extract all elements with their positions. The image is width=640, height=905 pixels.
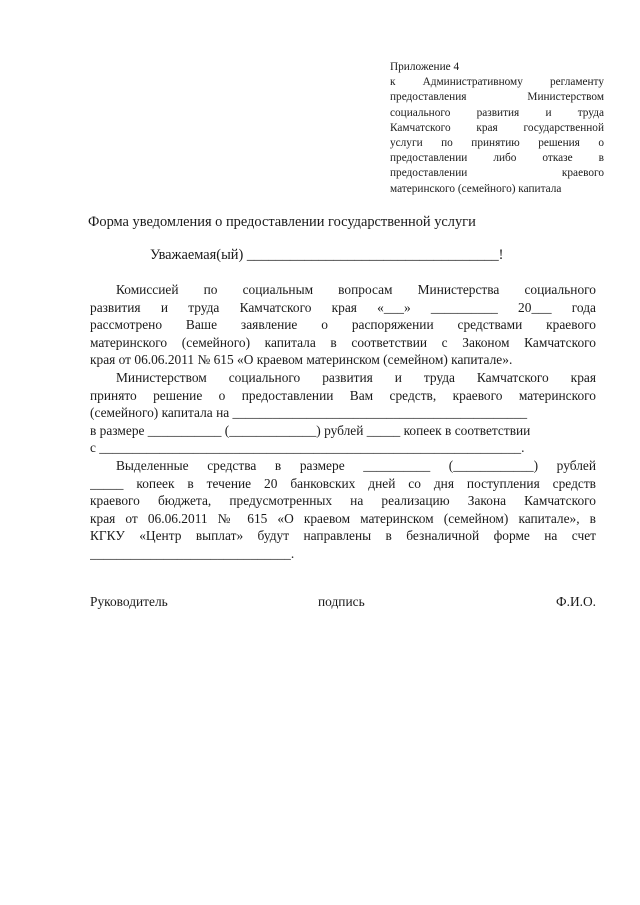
body-line: края от 06.06.2011 № 615 «О краевом материнском (семейном) капитале», в [90,510,596,526]
body-line: края от 06.06.2011 № 615 «О краевом материнском (семейном) капитале». [90,352,513,368]
body-line: краевого бюджета, предусмотренных на реализацию Закона Камчатского [90,493,596,509]
body-line: с _______________________________________________________________. [90,440,525,456]
body-line: (семейного) капитала на ____________________________________________ [90,405,528,421]
appendix-line: к Административному регламенту [390,76,604,89]
body-line: Выделенные средства в размере __________ (____________) рублей [116,457,596,473]
body-line: принято решение о предоставлении Вам средств, краевого материнского [90,387,596,403]
appendix-line: предоставлении краевого [390,167,604,180]
appendix-line: материнского (семейного) капитала [390,182,562,195]
body-line: _____ копеек в течение 20 банковских дней со дня поступления средств [90,475,596,491]
appendix-line: Камчатского края государственной [390,121,604,134]
body-line: материнского (семейного) капитала в соответствии с Законом Камчатского [90,334,596,350]
notification-body [90,281,596,563]
appendix-line: предоставлении либо отказе в [390,152,604,165]
appendix-line: услуги по принятию решения о [390,136,604,149]
body-line: Комиссией по социальным вопросам Министерства социального [116,282,596,297]
body-line: Министерством социального развития и труда Камчатского края [116,369,596,385]
signature-fio-label: Ф.И.О. [556,594,596,609]
signature-head-label: Руководитель [90,594,168,609]
body-line: развития и труда Камчатского края «___» __________ 20___ года [90,299,596,315]
body-line: КГКУ «Центр выплат» будут направлены в безналичной форме на счет [90,528,596,544]
form-title: Форма уведомления о предоставлении государственной услуги [88,214,476,230]
appendix-header [390,60,604,197]
appendix-line: социального развития и труда [390,106,604,119]
appendix-line: предоставления Министерством [390,91,604,104]
body-line: в размере ___________ (_____________) рублей _____ копеек в соответствии [90,422,531,438]
signature-sign-label: подпись [318,594,365,609]
appendix-line: Приложение 4 [390,61,460,73]
body-line: ______________________________. [90,545,295,561]
salutation: Уважаемая(ый) ___________________________________! [150,247,504,263]
body-line: рассмотрено Ваше заявление о распоряжении средствами краевого [90,317,596,333]
